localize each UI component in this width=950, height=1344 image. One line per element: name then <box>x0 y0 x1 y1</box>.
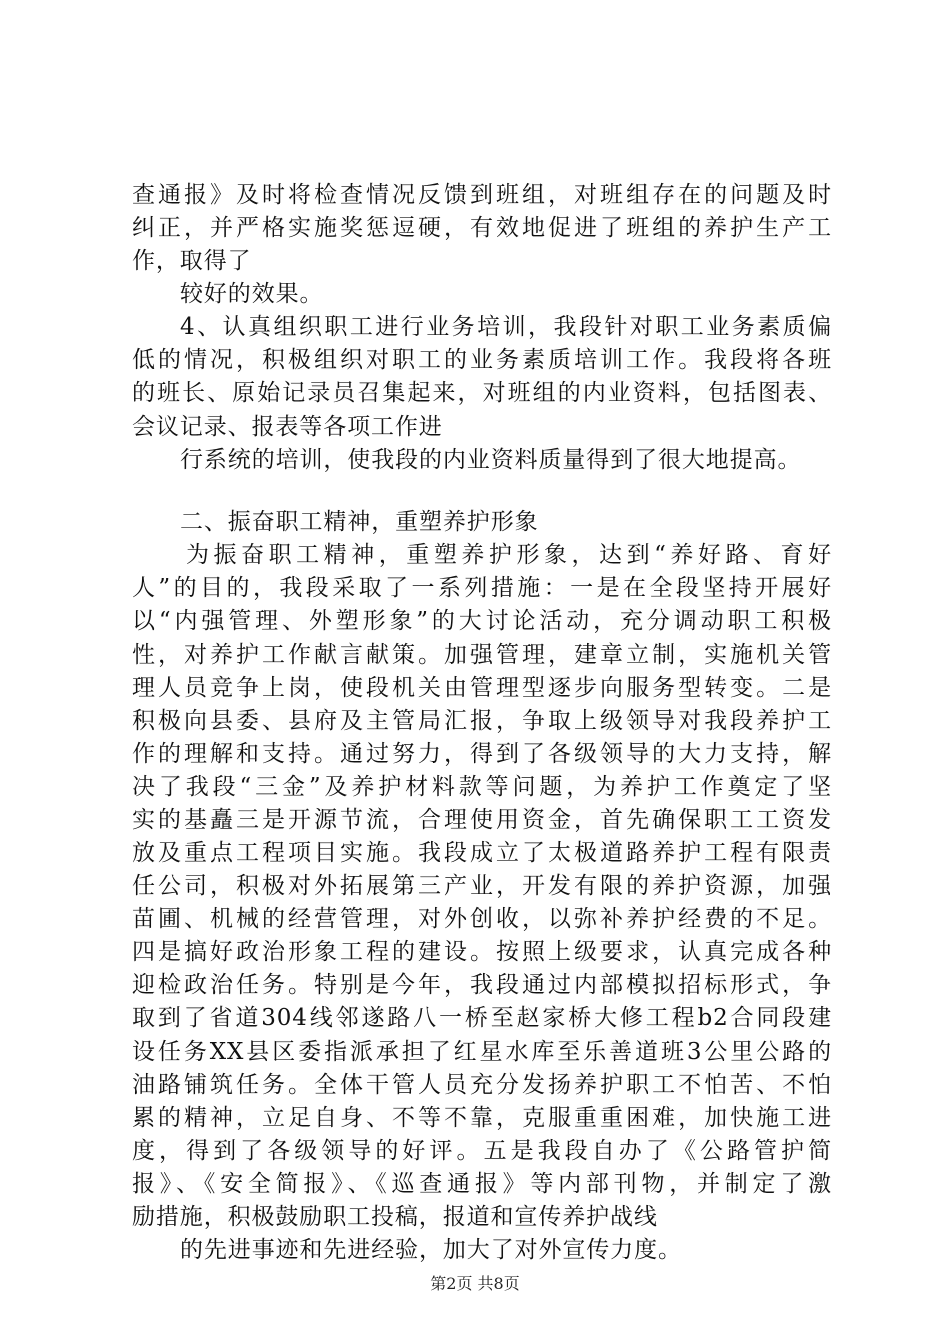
section-heading: 二、振奋职工精神，重塑养护形象 <box>180 509 539 535</box>
text-line: 的先进事迹和先进经验，加大了对外宣传力度。 <box>180 1237 682 1263</box>
text-line: 查通报》及时将检查情况反馈到班组，对班组存在的问题及时 <box>132 182 832 208</box>
text-line: 实的基矗三是开源节流，合理使用资金，首先确保职工工资发 <box>132 807 832 833</box>
text-line: 人”的目的，我段采取了一系列措施：一是在全段坚持开展好 <box>132 575 832 601</box>
text-line: 4、认真组织职工进行业务培训，我段针对职工业务素质偏 <box>180 314 832 340</box>
text-line: 的班长、原始记录员召集起来，对班组的内业资料，包括图表、 <box>132 380 832 406</box>
text-line: 作的理解和支持。通过努力，得到了各级领导的大力支持，解 <box>132 741 832 767</box>
text-line: 报》、《安全简报》、《巡查通报》等内部刊物，并制定了激 <box>132 1171 832 1197</box>
text-line: 取到了省道304线邻遂路八一桥至赵家桥大修工程b2合同段建 <box>132 1005 832 1031</box>
text-line: 纠正，并严格实施奖惩逗硬，有效地促进了班组的养护生产工 <box>132 215 832 241</box>
text-line: 行系统的培训，使我段的内业资料质量得到了很大地提高。 <box>180 447 802 473</box>
text-line: 任公司，积极对外拓展第三产业，开发有限的养护资源，加强 <box>132 873 832 899</box>
text-line: 决了我段“三金”及养护材料款等问题，为养护工作奠定了坚 <box>132 774 832 800</box>
text-line: 会议记录、报表等各项工作进 <box>132 414 443 440</box>
text-line: 性，对养护工作献言献策。加强管理，建章立制，实施机关管 <box>132 642 832 668</box>
text-line: 苗圃、机械的经营管理，对外创收，以弥补养护经费的不足。 <box>132 906 832 932</box>
text-line: 累的精神，立足自身、不等不靠，克服重重困难，加快施工进 <box>132 1105 832 1131</box>
text-line: 积极向县委、县府及主管局汇报，争取上级领导对我段养护工 <box>132 708 832 734</box>
text-line: 以“内强管理、外塑形象”的大讨论活动，充分调动职工积极 <box>132 608 832 634</box>
text-line: 低的情况，积极组织对职工的业务素质培训工作。我段将各班 <box>132 347 832 373</box>
text-line: 四是搞好政治形象工程的建设。按照上级要求，认真完成各种 <box>132 939 832 965</box>
text-line: 为振奋职工精神，重塑养护形象，达到“养好路、育好 <box>186 542 832 568</box>
text-line: 设任务XX县区委指派承担了红星水库至乐善道班3公里公路的 <box>132 1039 832 1065</box>
text-line: 理人员竞争上岗，使段机关由管理型逐步向服务型转变。二是 <box>132 675 832 701</box>
page-footer: 第2页 共8页 <box>430 1274 520 1293</box>
text-line: 度，得到了各级领导的好评。五是我段自办了《公路管护简 <box>132 1138 832 1164</box>
text-line: 励措施，积极鼓励职工投稿，报道和宣传养护战线 <box>132 1204 658 1230</box>
text-line: 迎检政治任务。特别是今年，我段通过内部模拟招标形式，争 <box>132 972 832 998</box>
text-line: 作，取得了 <box>132 248 252 274</box>
text-line: 较好的效果。 <box>180 281 324 307</box>
text-line: 放及重点工程项目实施。我段成立了太极道路养护工程有限责 <box>132 840 832 866</box>
text-line: 油路铺筑任务。全体干管人员充分发扬养护职工不怕苦、不怕 <box>132 1072 832 1098</box>
